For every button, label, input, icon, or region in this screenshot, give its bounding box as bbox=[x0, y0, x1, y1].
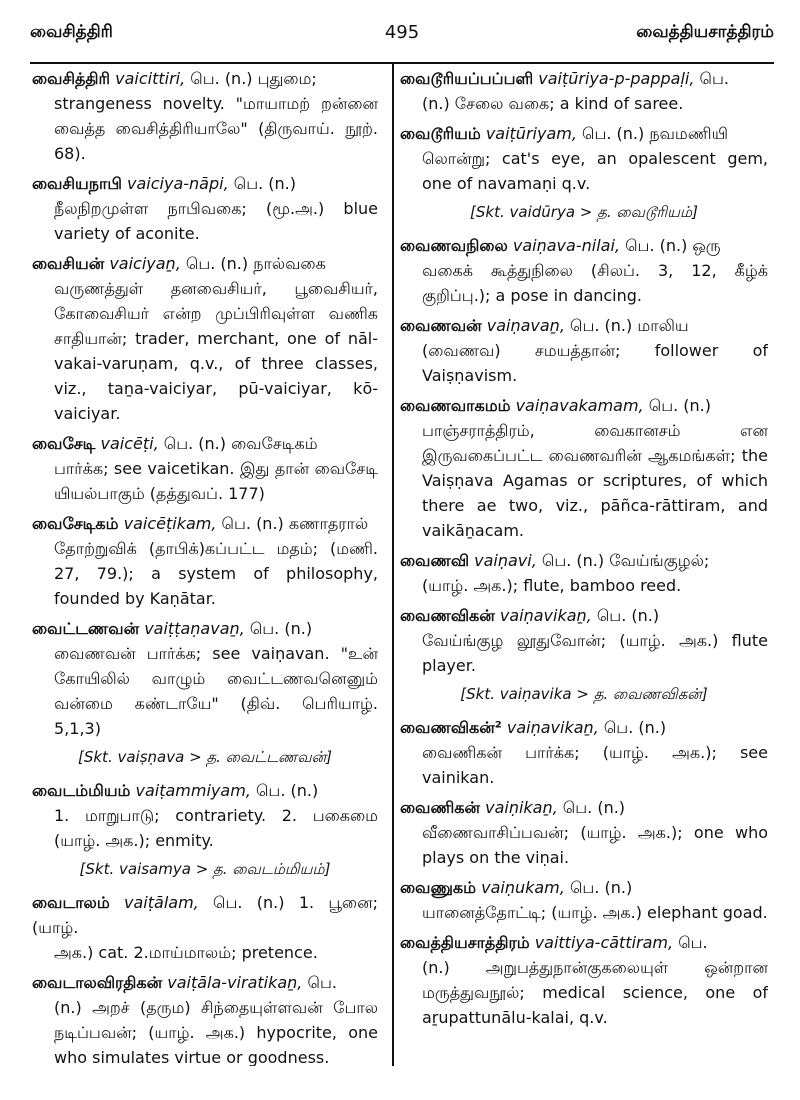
headword: வைணுகம் bbox=[400, 878, 477, 897]
entry-definition: வருணத்துள் தனவைசியர், பூவைசியர், கோவைசியர் என்ற முப்பிரிவுள்ள வணிக சாதியான்; trader, merchant, one of nāl-vakai-varuṇam, q.v., of three classes, viz., taṉa-vaiciyar, pū-vaiciyar, kō-vaiciyar. bbox=[54, 279, 378, 423]
headword: வைட்டணவன் bbox=[32, 619, 140, 638]
entry-grammar: பெ. (n.) bbox=[603, 718, 667, 737]
entry-grammar: பெ. (n.) bbox=[233, 174, 296, 193]
dictionary-entry bbox=[400, 121, 768, 196]
headword: வைணவிகன் bbox=[400, 606, 495, 625]
entry-grammar: பெ. (n.) வேய்ங்குழல்; bbox=[541, 551, 710, 570]
etymology-note: [Skt. vaidūrya > த. வைடூரியம்] bbox=[470, 203, 698, 221]
headword: வைணிகன் bbox=[400, 798, 480, 817]
transliteration: vaicittiri, bbox=[115, 69, 186, 88]
transliteration: vaiṇavikaṉ, bbox=[506, 718, 599, 737]
dictionary-entry bbox=[32, 970, 378, 1066]
entry-definition: வேய்ங்குழ லூதுவோன்; (யாழ். அக.) flute player. bbox=[422, 631, 768, 675]
entry-definition: (யாழ். அக.); flute, bamboo reed. bbox=[422, 576, 682, 595]
dictionary-entry bbox=[32, 616, 378, 741]
headword: வைடூரியம் bbox=[400, 124, 481, 143]
entry-definition: பார்க்க; see vaicetikan. இது தான் வைசேடி யியல்பாகும் (தத்துவப். 177) bbox=[54, 459, 378, 503]
header-last-headword: வைத்தியசாத்திரம் bbox=[636, 22, 774, 42]
entry-definition: வீணைவாசிப்பவன்; (யாழ். அக.); one who plays on the viṇai. bbox=[422, 823, 768, 867]
transliteration: vaiṇava-nilai, bbox=[512, 236, 620, 255]
entry-grammar: பெ. (n.) 1. பூனை; (யாழ். bbox=[32, 893, 378, 937]
dictionary-entry bbox=[400, 715, 768, 790]
entry-grammar: பெ. (n.) வைசேடிகம் bbox=[163, 434, 318, 453]
dictionary-entry bbox=[32, 431, 378, 506]
dictionary-entry bbox=[400, 393, 768, 543]
right-column bbox=[400, 66, 768, 1066]
transliteration: vaittiya-cāttiram, bbox=[534, 933, 674, 952]
headword: வைத்தியசாத்திரம் bbox=[400, 933, 530, 952]
left-column bbox=[32, 66, 378, 1066]
entry-grammar: பெ. (n.) கணாதரால் bbox=[221, 514, 369, 533]
entry-grammar: பெ. (n.) நால்வகை bbox=[185, 254, 326, 273]
entry-definition: யானைத்தோட்டி; (யாழ். அக.) elephant goad. bbox=[422, 903, 768, 922]
entry-grammar: பெ. (n.) bbox=[569, 878, 633, 897]
entry-grammar: பெ. bbox=[699, 69, 729, 88]
headword: வைடூரியப்பப்பளி bbox=[400, 69, 534, 88]
dictionary-entry bbox=[32, 511, 378, 611]
dictionary-entry bbox=[400, 930, 768, 1030]
etymology-note: [Skt. vaisamya > த. வைடம்மியம்] bbox=[79, 860, 331, 878]
dictionary-entry bbox=[32, 171, 378, 246]
dictionary-entry bbox=[32, 66, 378, 166]
dictionary-entry bbox=[400, 795, 768, 870]
etymology-note: [Skt. vaiṣṇava > த. வைட்டணவன்] bbox=[78, 748, 332, 766]
headword: வைணவன் bbox=[400, 316, 482, 335]
transliteration: vaiṭālam, bbox=[124, 893, 199, 912]
entry-definition: வைணிகன் பார்க்க; (யாழ். அக.); see vainikan. bbox=[422, 743, 768, 787]
headword: வைடாலம் bbox=[32, 893, 110, 912]
headword: வைணவாகமம் bbox=[400, 396, 511, 415]
page-number: 495 bbox=[384, 22, 420, 43]
page-header bbox=[30, 22, 774, 56]
entry-grammar: பெ. (n.) bbox=[648, 396, 711, 415]
headword: வைசியன் bbox=[32, 254, 105, 273]
transliteration: vaiciyaṉ, bbox=[109, 254, 181, 273]
entry-grammar: பெ. (n.) நவமணியி bbox=[582, 124, 729, 143]
dictionary-entry bbox=[400, 875, 768, 925]
entry-definition: வகைக் கூத்துநிலை (சிலப். 3, 12, கீழ்க் குறிப்பு.); a pose in dancing. bbox=[422, 261, 768, 305]
etymology-note: [Skt. vaiṇavika > த. வைணவிகன்] bbox=[460, 685, 708, 703]
dictionary-entry bbox=[32, 778, 378, 853]
entry-definition: லொன்று; cat's eye, an opalescent gem, one of navamaṇi q.v. bbox=[422, 149, 768, 193]
entry-grammar: பெ. (n.) bbox=[562, 798, 626, 817]
transliteration: vaiṭāla-viratikaṉ, bbox=[167, 973, 303, 992]
transliteration: vaiṭammiyam, bbox=[135, 781, 251, 800]
headword: வைசேடிகம் bbox=[32, 514, 119, 533]
header-rule bbox=[30, 62, 774, 64]
entry-definition: 1. மாறுபாடு; contrariety. 2. பகைமை (யாழ். அக.); enmity. bbox=[54, 806, 378, 850]
transliteration: vaiṇukam, bbox=[481, 878, 565, 897]
headword: வைசியநாபி bbox=[32, 174, 122, 193]
dictionary-entry bbox=[400, 233, 768, 308]
entry-definition: நீலநிறமுள்ள நாபிவகை; (மூ.அ.) blue variety of aconite. bbox=[54, 199, 378, 243]
dictionary-entry bbox=[32, 251, 378, 426]
headword: வைணவிகன்² bbox=[400, 718, 502, 737]
headword: வைணவநிலை bbox=[400, 236, 508, 255]
transliteration: vaiṇavi, bbox=[474, 551, 537, 570]
entry-definition: (n.) சேலை வகை; a kind of saree. bbox=[422, 94, 684, 113]
entry-grammar: பெ. (n.) bbox=[249, 619, 313, 638]
transliteration: vaiṇikaṉ, bbox=[485, 798, 558, 817]
entry-grammar: பெ. bbox=[307, 973, 337, 992]
transliteration: vaiṭṭaṇavaṉ, bbox=[144, 619, 245, 638]
entry-grammar: பெ. (n.) மாலிய bbox=[570, 316, 689, 335]
entry-grammar: பெ. (n.) ஒரு bbox=[625, 236, 721, 255]
transliteration: vaiṭūriya-p-pappaḷi, bbox=[538, 69, 695, 88]
transliteration: vaiṇavikaṉ, bbox=[499, 606, 592, 625]
dictionary-entry bbox=[400, 548, 768, 598]
entry-definition: strangeness novelty. "மாயாமற் றன்னை வைத்த வைசித்திரியாலே" (திருவாய். நூற். 68). bbox=[54, 94, 378, 163]
dictionary-entry bbox=[400, 66, 768, 116]
dictionary-entry bbox=[32, 890, 378, 965]
header-first-headword: வைசித்திரி bbox=[30, 22, 113, 42]
entry-grammar: பெ. bbox=[678, 933, 708, 952]
entry-grammar: பெ. (n.) புதுமை; bbox=[190, 69, 317, 88]
entry-definition: அக.) cat. 2.மாய்மாலம்; pretence. bbox=[54, 943, 318, 962]
entry-definition: பாஞ்சராத்திரம், வைகானசம் என இருவகைப்பட்ட வைணவரின் ஆகமங்கள்; the Vaiṣṇava Agamas or scriptures, of which there ae two, viz., pāñca-rāttiram, and vaikāṉacam. bbox=[422, 421, 768, 540]
entry-definition: (n.) அறச் (தரும) சிந்தையுள்ளவன் போல நடிப்பவன்; (யாழ். அக.) hypocrite, one who simulates virtue or goodness. bbox=[54, 998, 378, 1066]
transliteration: vaiṭūriyam, bbox=[485, 124, 577, 143]
entry-definition: (n.) அறுபத்துநான்குகலையுள் ஒன்றான மருத்துவநூல்; medical science, one of aṟupattunālu-kalai, q.v. bbox=[422, 958, 768, 1027]
dictionary-entry bbox=[400, 313, 768, 388]
headword: வைசேடி bbox=[32, 434, 96, 453]
entry-definition: வைணவன் பார்க்க; see vaiṇavan. "உன் கோயிலில் வாழும் வைட்டணவனெனும் வன்மை கண்டாயே" (திவ். பெரியாழ். 5,1,3) bbox=[54, 644, 378, 738]
entry-grammar: பெ. (n.) bbox=[596, 606, 660, 625]
entry-grammar: பெ. (n.) bbox=[255, 781, 319, 800]
transliteration: vaiṇavaṉ, bbox=[486, 316, 565, 335]
headword: வைசித்திரி bbox=[32, 69, 111, 88]
transliteration: vaicēṭikam, bbox=[123, 514, 217, 533]
entry-definition: தோற்றுவிக் (தாபிக்)கப்பட்ட மதம்; (மணி. 27, 79.); a system of philosophy, founded by Kaṇātar. bbox=[54, 539, 378, 608]
headword: வைணவி bbox=[400, 551, 470, 570]
transliteration: vaiṇavakamam, bbox=[515, 396, 644, 415]
dictionary-entry bbox=[400, 603, 768, 678]
transliteration: vaiciya-nāpi, bbox=[127, 174, 229, 193]
transliteration: vaicēṭi, bbox=[100, 434, 159, 453]
column-divider bbox=[392, 64, 394, 1066]
entry-definition: (வைணவ) சமயத்தான்; follower of Vaiṣṇavism. bbox=[422, 341, 768, 385]
headword: வைடம்மியம் bbox=[32, 781, 131, 800]
headword: வைடாலவிரதிகன் bbox=[32, 973, 163, 992]
